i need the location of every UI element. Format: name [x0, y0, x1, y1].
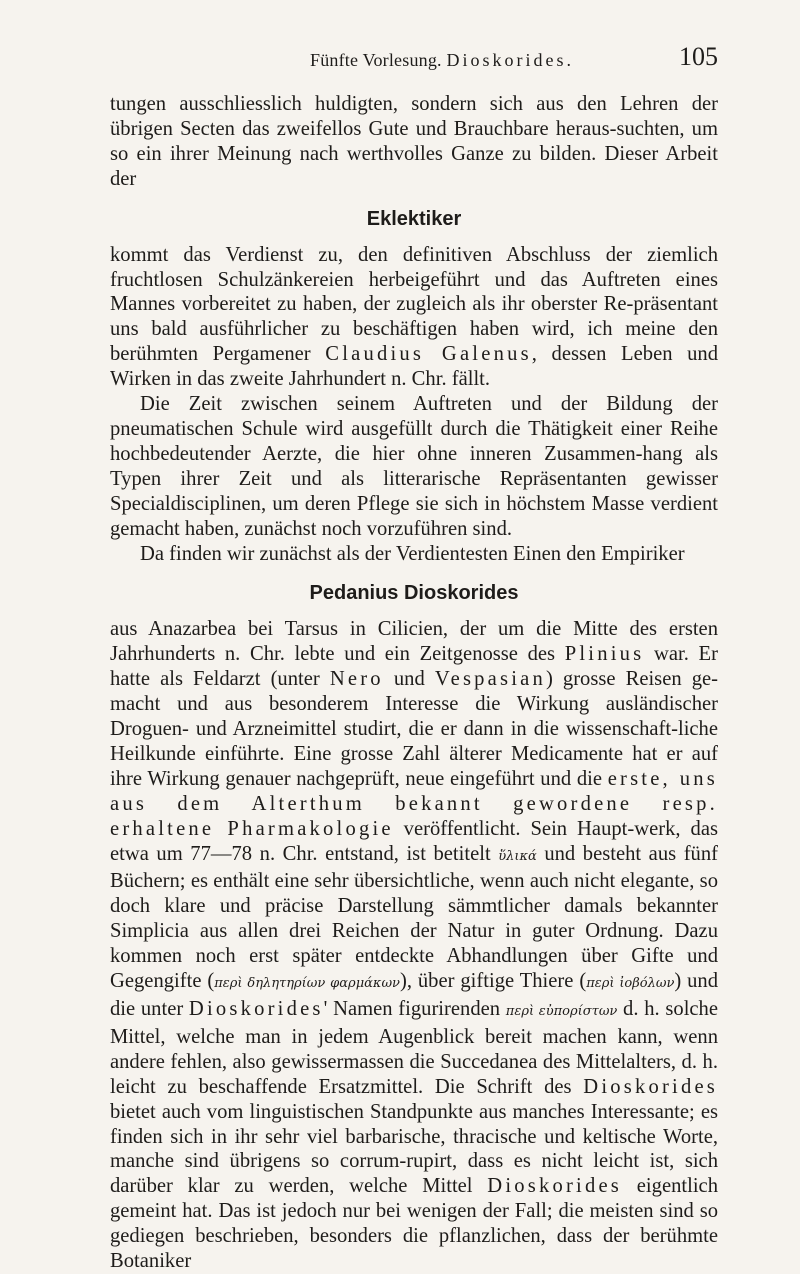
text-run: ) grosse Reisen ge-macht und aus besonderem Interesse die Wirkung ausländischer Droguen- und Arzneimittel studirt, die er dann in die wissenschaft-liche Heilkunde einführte. Eine grosse Zahl älterer Medicamente hat er auf ihre Wirkung genauer nachgeprüft, neue eingeführt und die: [110, 668, 718, 790]
running-head-title: [310, 50, 574, 71]
text-run: aus Anazarbea bei Tarsus in Cilicien, der um die Mitte des ersten Jahrhunderts n. Chr. lebte und ein Zeitgenosse des: [110, 618, 718, 666]
text-run: kommt das Verdienst zu, den definitiven Abschluss der ziemlich fruchtlosen Schulzänkereien herbeigeführt und das Auftreten eines Mannes vorbereitet zu haben, der zugleich als ihr oberster Re-präsentant uns bald ausführlicher zu beschäftigen haben wird, ich meine den berühmten Pergamener: [110, 243, 718, 366]
text-run: ), über giftige Thiere (: [399, 970, 587, 993]
page-number: 105: [679, 42, 718, 71]
running-head: [110, 42, 718, 78]
heading-pedanius-dioskorides: Pedanius Dioskorides: [309, 582, 519, 605]
name-vespasian: Vespasian: [434, 668, 546, 691]
name-plinius: Plinius: [564, 643, 645, 666]
name-dioskorides: Dioskorides: [188, 998, 324, 1020]
text-run: und: [383, 668, 435, 691]
body-text: [110, 92, 718, 1274]
name-dioskorides: Dioskorides: [487, 1175, 623, 1198]
text-run: eigentlich gemeint hat. Das ist jedoch nur bei wenigen der Fall; die meisten sind so gediegen beschrieben, besonders die pflanzlichen, dass der berühmte Botaniker: [110, 1175, 718, 1273]
book-page: [110, 42, 719, 1274]
greek-title-hylika: ὕλικά: [498, 848, 537, 864]
text-run: d. h. solche Mittel, welche man in jedem Augenblick bereit machen kann, wenn andere fehlen, also gewissermassen die Succedanea des Mittelalters, d. h. leicht zu beschaffende Ersatzmittel. Die Schrift des: [110, 998, 718, 1098]
text-run: und besteht aus fünf Büchern; es enthält eine sehr übersichtliche, wenn auch nicht elegante, so doch klare und präcise Darstellung sämmtlicher damals bekannter Simplicia aus allen drei Reichen der Natur in guter Ordnung. Dazu kommen noch erst später entdeckte Abhandlungen über Gifte und Gegengifte (: [110, 842, 719, 993]
greek-title-deleteria: περὶ δηλητηρίων φαρμάκων: [214, 976, 400, 992]
heading-eklektiker: Eklektiker: [366, 207, 462, 230]
emphasis-pharmakologie: erste, uns aus dem Alterthum bekannt gewordene resp. erhaltene Pharmakologie: [110, 767, 718, 840]
running-head-chapter: Fünfte Vorlesung.: [310, 50, 442, 70]
text-run: , dessen Leben und Wirken in das zweite Jahrhundert n. Chr. fällt.: [110, 343, 718, 391]
name-galenus: Claudius Galenus: [325, 343, 532, 366]
running-head-name: Dioskorides.: [446, 50, 574, 70]
text-run: ) und die unter: [110, 970, 719, 1020]
paragraph-zeit: Die Zeit zwischen seinem Auftreten und der Bildung der pneumatischen Schule wird ausgefüllt durch die Thätigkeit einer Reihe hochbedeutender Aerzte, die hier ohne inneren Zusammen-hang als Typen ihrer Zeit und als litterarische Repräsentanten gewisser Specialdisciplinen, um deren Pflege sie sich in höchstem Masse verdient gemacht haben, zunächst noch vorzuführen sind.: [110, 393, 718, 540]
name-nero: Nero: [329, 668, 384, 691]
text-run: ' Namen figurirenden: [323, 998, 506, 1020]
paragraph-dioskorides: [110, 617, 718, 1274]
paragraph-empiriker: Da finden wir zunächst als der Verdientesten Einen den Empiriker: [140, 542, 685, 565]
name-dioskorides: Dioskorides: [583, 1075, 718, 1098]
paragraph-eklektiker: [110, 243, 718, 392]
intro-paragraph: tungen ausschliesslich huldigten, sondern sich aus den Lehren der übrigen Secten das zweifellos Gute und Brauchbare heraus-suchten, um so ein ihrer Meinung nach werthvolles Ganze zu bilden. Dieser Arbeit der: [110, 93, 718, 190]
text-run: veröffentlicht. Sein Haupt-werk, das etwa um 77—78 n. Chr. entstand, ist betitelt: [110, 817, 718, 865]
text-run: bietet auch vom linguistischen Standpunkte aus manches Interessante; es finden sich in ihr sehr viel barbarische, thracische und keltische Worte, manche sind übrigens so corrum-rupirt, dass es nicht leicht ist, sich darüber klar zu werden, welche Mittel: [110, 1100, 718, 1198]
text-run: war. Er hatte als Feldarzt (unter: [110, 643, 718, 691]
greek-title-euporista: περὶ εὐπορίστων: [505, 1004, 618, 1019]
greek-title-iobola: περὶ ἰοβόλων: [586, 976, 675, 992]
